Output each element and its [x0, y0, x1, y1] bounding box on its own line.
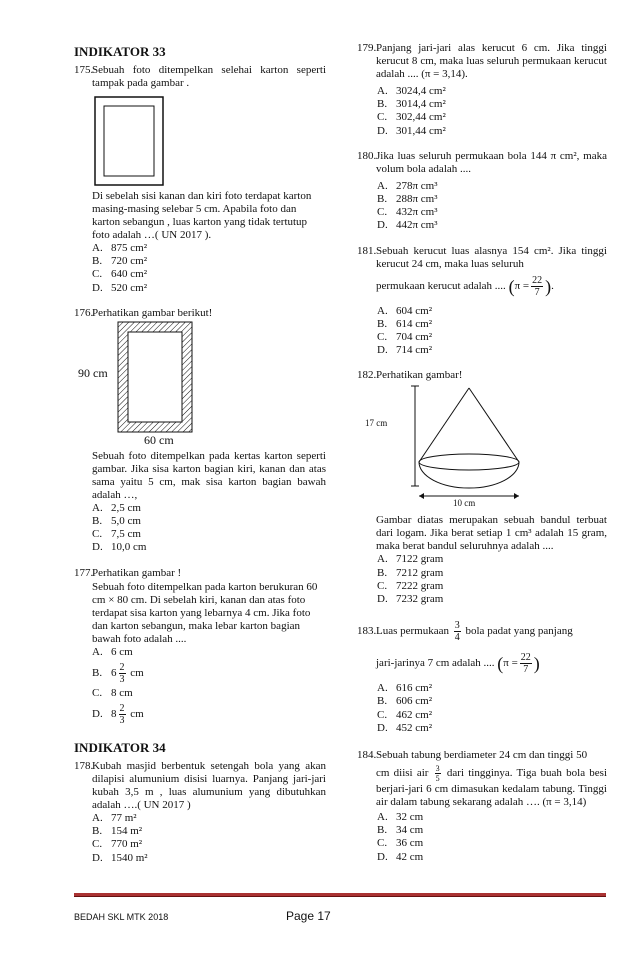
hatched-frame-diagram — [74, 320, 324, 450]
question-183-line2: jari-jarinya 7 cm adalah .... (π = $\frac{22}{7}$ ) — [376, 652, 540, 676]
option-a[interactable]: A. 2,5 cm — [92, 501, 141, 514]
question-number: 175. — [74, 64, 94, 76]
question-text-2: permukaan kerucut adalah .... — [376, 279, 506, 292]
question-183 — [357, 618, 607, 646]
options-177 — [74, 646, 326, 728]
fraction: $\frac{3}{4}$ — [454, 620, 460, 644]
fraction: $\frac{2}{3}$ — [119, 703, 125, 726]
question-text: Sebuah tabung berdiameter 24 cm dan tinggi 50 — [376, 749, 588, 762]
question-text-3: dari tingginya. Tiga buah bola besi berjari-jari 6 cm dimasukan kedalam tabung. Tinggi air dalam tabung sekarang adalah …. (π = 3,14) — [376, 767, 608, 809]
option-c[interactable]: C. 7,5 cm — [92, 528, 141, 541]
option-c[interactable]: C. 462 cm² — [377, 708, 432, 721]
fraction: $\frac{2}{3}$ — [119, 661, 125, 685]
options-180 — [357, 180, 607, 233]
question-179 — [357, 42, 607, 81]
option-d[interactable]: D. 42 cm — [377, 850, 424, 863]
indikator-34-heading: INDIKATOR 34 — [74, 740, 166, 756]
option-a[interactable]: A. 6 cm — [92, 645, 133, 658]
question-number: 178. — [74, 760, 94, 773]
option-b[interactable]: B. 614 cm² — [377, 317, 432, 330]
option-c[interactable]: C. 704 cm² — [377, 331, 432, 344]
footer-title: BEDAH SKL MTK 2018 — [74, 912, 169, 922]
height-label: 90 cm — [78, 365, 108, 380]
option-a[interactable]: A. 3024,4 cm² — [377, 85, 446, 97]
question-description: Sebuah foto ditempelkan pada kertas karton seperti gambar. Jika sisa karton bagian kiri, kanan dan atas sama yaitu 5 cm, mak sisa karton bagian bawah adalah …, — [92, 449, 326, 501]
question-text: Perhatikan gambar berikut! — [92, 306, 213, 319]
question-text: Kubah masjid berbentuk setengah bola yang akan dilapisi alumunium disisi luarnya. Panjang jari-jari kubah 3,5 m , luas alumunium yang dibutuhkan adalah ….( UN 2017 ) — [92, 760, 326, 812]
left-column — [74, 40, 326, 877]
option-b[interactable]: B. 6 $\frac{2}{3}$ cm — [92, 661, 144, 685]
diameter-label: 10 cm — [453, 498, 476, 509]
option-d[interactable]: D. 520 cm² — [92, 281, 147, 294]
figure-175-photo-frame — [94, 96, 326, 188]
option-d[interactable]: D. 10,0 cm — [92, 541, 147, 554]
question-text-3: jari-jarinya 7 cm adalah .... — [376, 657, 495, 670]
option-d[interactable]: D. 442π cm³ — [377, 219, 438, 232]
fraction: $\frac{3}{5}$ — [435, 764, 440, 784]
question-number: 177. — [74, 566, 94, 579]
option-d[interactable]: D. 8 $\frac{2}{3}$ cm — [92, 703, 144, 726]
question-176 — [74, 307, 326, 320]
option-a[interactable]: A. 278π cm³ — [377, 179, 438, 192]
option-a[interactable]: A. 875 cm² — [92, 242, 147, 254]
option-b[interactable]: B. 720 cm² — [92, 255, 147, 268]
question-text: Perhatikan gambar ! — [92, 566, 182, 579]
question-description: Di sebelah sisi kanan dan kiri foto terdapat karton masing-masing selebar 5 cm. Apabila foto dan karton sebangun , luas karton yang tidak tertutup foto adalah …( UN 2017 ). — [92, 190, 312, 241]
options-178 — [74, 812, 326, 865]
options-184 — [357, 811, 607, 864]
question-175-desc — [74, 190, 326, 242]
option-b[interactable]: B. 154 m² — [92, 825, 143, 838]
right-column — [357, 40, 607, 876]
options-182 — [357, 553, 607, 606]
question-181-line2: permukaan kerucut adalah .... (π = $\frac{22}{7}$ ). — [376, 274, 554, 298]
option-b[interactable]: B. 5,0 cm — [92, 515, 141, 528]
options-179 — [357, 85, 607, 138]
option-b[interactable]: B. 3014,4 cm² — [377, 98, 446, 111]
option-d[interactable]: D. 714 cm² — [377, 344, 432, 357]
question-description: Gambar diatas merupakan sebuah bandul terbuat dari logam. Jika berat setiap 1 cm³ adalah 15 gram, maka berat bandul seluruhnya adalah .... — [376, 514, 607, 553]
pi-label: π = — [503, 657, 518, 670]
options-183 — [357, 682, 607, 735]
option-c[interactable]: C. 7222 gram — [377, 579, 444, 592]
question-text: Sebuah foto ditempelkan selehai karton seperti tampak pada gambar . — [92, 64, 326, 89]
page-number: Page 17 — [286, 909, 331, 923]
option-a[interactable]: A. 616 cm² — [377, 682, 432, 695]
height-label: 17 cm — [365, 418, 388, 429]
question-text: Luas permukaan — [376, 625, 449, 638]
question-175 — [74, 64, 326, 90]
question-182 — [357, 369, 607, 382]
option-b[interactable]: B. 34 cm — [377, 824, 424, 837]
question-number: 182. — [357, 369, 377, 382]
question-number: 184. — [357, 749, 377, 762]
question-text: Perhatikan gambar! — [376, 369, 463, 382]
question-description: Sebuah foto ditempelkan pada karton berukuran 60 cm × 80 cm. Di sebelah kiri, kanan dan atas foto terdapat sisa karton yang lebarnya 4 cm. Jika foto dan karton sebangun, maka lebar karton bagian bawah foto adalah .... — [92, 580, 318, 645]
figure-176-hatched-frame — [74, 320, 326, 450]
option-d[interactable]: D. 7232 gram — [377, 593, 444, 606]
question-180 — [357, 150, 607, 176]
question-184-body — [357, 764, 607, 809]
option-c[interactable]: C. 770 m² — [92, 838, 143, 851]
option-c[interactable]: C. 432π cm³ — [377, 206, 438, 219]
option-b[interactable]: B. 606 cm² — [377, 695, 432, 708]
indikator-33-heading: INDIKATOR 33 — [74, 44, 166, 59]
photo-frame-diagram — [94, 96, 164, 186]
option-a[interactable]: A. 77 m² — [92, 812, 137, 825]
pi-fraction: $\frac{22}{7}$ — [520, 652, 531, 676]
pi-fraction: $\frac{22}{7}$ — [532, 274, 543, 298]
option-c[interactable]: C. 640 cm² — [92, 268, 147, 281]
question-177 — [74, 567, 326, 580]
question-number: 181. — [357, 244, 377, 257]
option-b[interactable]: B. 288π cm³ — [377, 193, 438, 206]
option-c[interactable]: C. 302,44 cm² — [377, 111, 446, 124]
question-text: Jika luas seluruh permukaan bola 144 π cm², maka volum bola adalah .... — [376, 149, 607, 175]
cone-hemisphere-diagram — [357, 382, 607, 512]
option-d[interactable]: D. 1540 m² — [92, 851, 148, 864]
question-text-2: cm diisi air — [376, 767, 429, 780]
question-181 — [357, 245, 607, 271]
option-b[interactable]: B. 7212 gram — [377, 566, 444, 579]
option-c[interactable]: C. 36 cm — [377, 837, 424, 850]
pi-value: (π = 3,14). — [421, 68, 468, 80]
question-184 — [357, 749, 607, 762]
option-a[interactable]: A. 7122 gram — [377, 553, 444, 566]
question-176-desc — [74, 450, 326, 502]
question-text: Sebuah kerucut luas alasnya 154 cm². Jika tinggi kerucut 24 cm, maka luas seluruh — [376, 244, 607, 270]
question-182-desc — [357, 514, 607, 553]
question-number: 183. — [357, 625, 377, 638]
options-176 — [74, 502, 326, 555]
question-number: 180. — [357, 149, 377, 162]
footer-rule — [74, 893, 606, 897]
option-d[interactable]: D. 452 cm² — [377, 721, 432, 734]
question-text: Panjang jari-jari alas kerucut 6 cm. Jika tinggi kerucut 8 cm, maka luas seluruh permukaan kerucut adalah .... — [376, 42, 607, 80]
question-177-desc — [74, 581, 326, 646]
option-a[interactable]: A. 604 cm² — [377, 304, 432, 317]
options-175 — [74, 242, 326, 295]
question-178 — [74, 760, 326, 812]
options-181 — [357, 305, 607, 358]
question-number: 176. — [74, 306, 94, 319]
pi-label: π = — [514, 279, 530, 292]
option-d[interactable]: D. 301,44 cm² — [377, 124, 446, 137]
page-footer — [74, 893, 606, 923]
option-c[interactable]: C. 8 cm — [92, 686, 133, 699]
question-text-2: bola padat yang panjang — [465, 625, 573, 638]
figure-182-pendulum — [357, 382, 607, 512]
width-label: 60 cm — [144, 432, 174, 447]
option-a[interactable]: A. 32 cm — [377, 811, 424, 824]
question-number: 179. — [357, 42, 377, 54]
